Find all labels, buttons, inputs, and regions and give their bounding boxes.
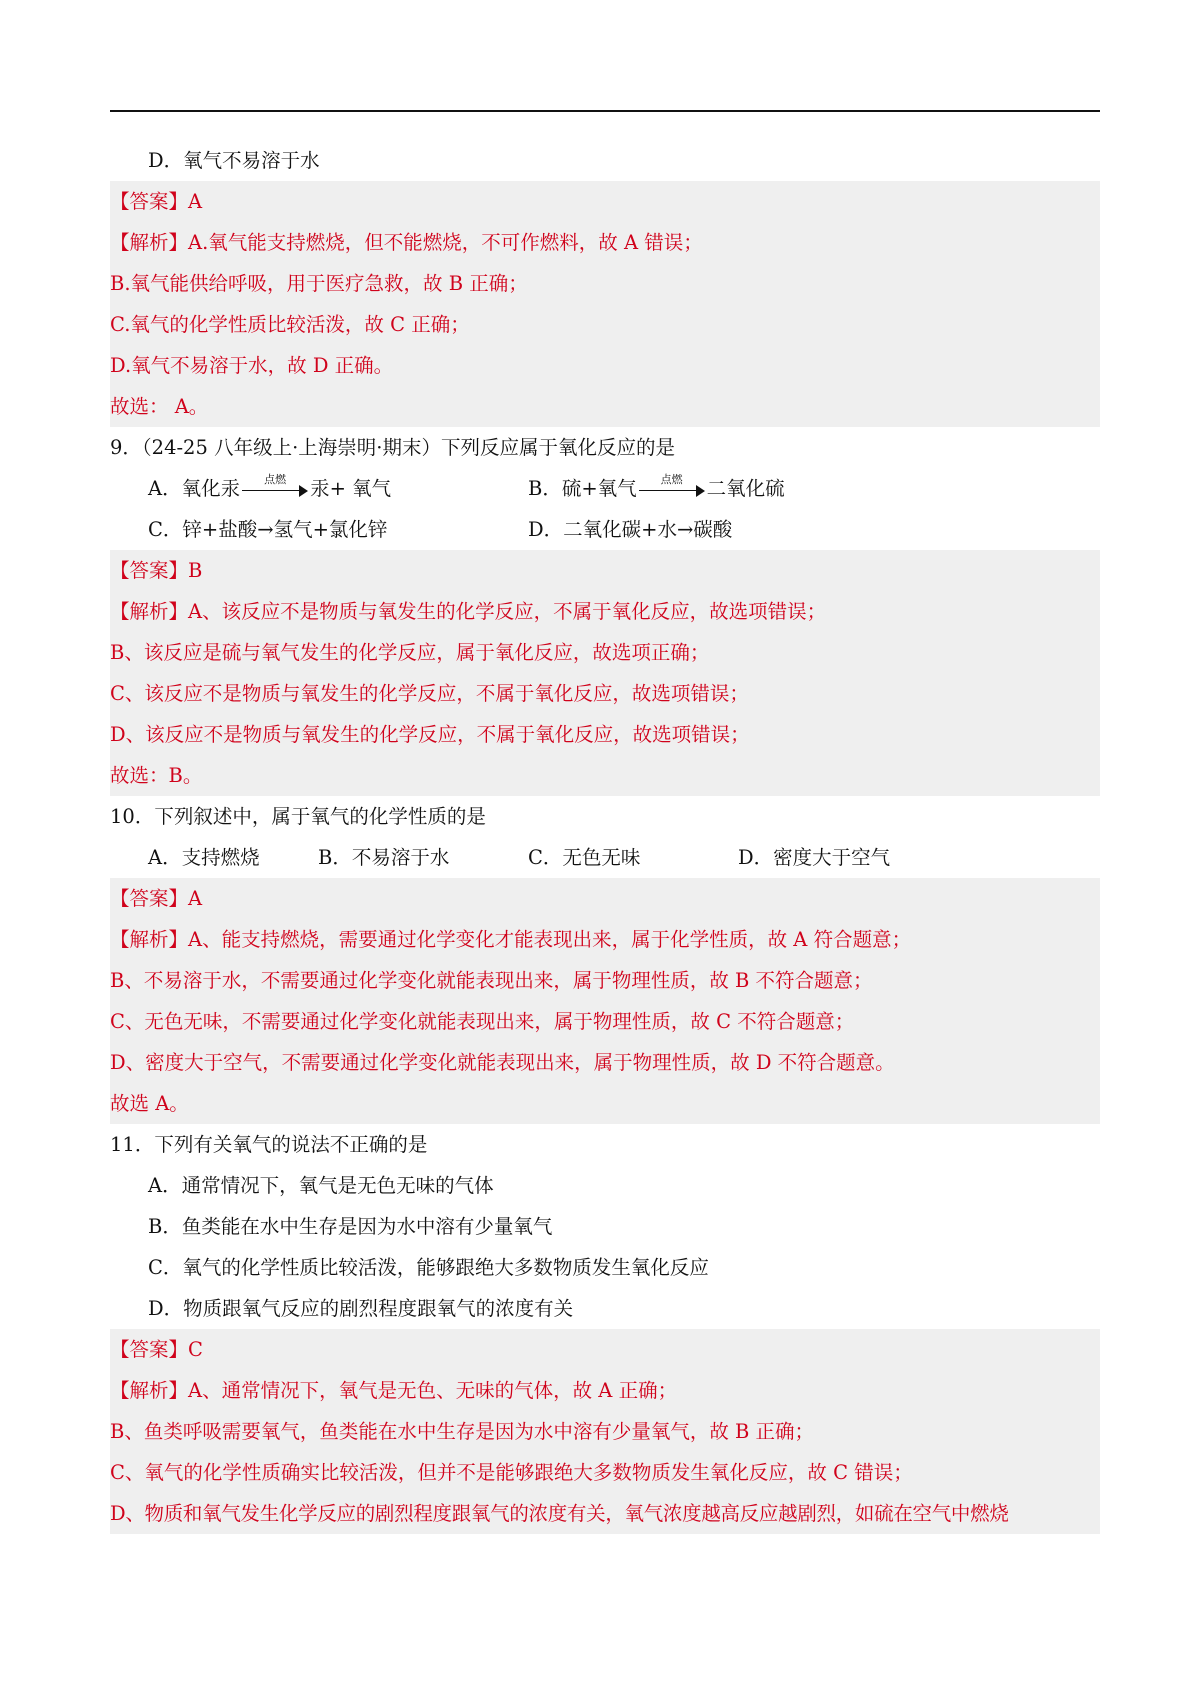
- answer-label: 【答案】: [110, 559, 189, 582]
- q10-answer-line: [110, 878, 1100, 919]
- answer-label: 【答案】: [110, 1338, 189, 1361]
- analysis-text: A、该反应不是物质与氧发生的化学反应，不属于氧化反应，故选项错误；: [188, 600, 827, 623]
- q9-conclusion: 故选：B。: [110, 764, 203, 787]
- q10-analysis-line: D、密度大于空气，不需要通过化学变化就能表现出来，属于物理性质，故 D 不符合题意。: [110, 1051, 895, 1074]
- q10-stem: 10．下列叙述中，属于氧气的化学性质的是: [110, 805, 486, 828]
- q9-analysis-line: D、该反应不是物质与氧发生的化学反应，不属于氧化反应，故选项错误；: [110, 723, 750, 746]
- arrow-condition: 点燃: [660, 472, 683, 486]
- q8-analysis-line: D.氧气不易溶于水，故 D 正确。: [110, 354, 394, 377]
- q11-analysis-line: C、氧气的化学性质确实比较活泼，但并不是能够跟绝大多数物质发生氧化反应，故 C 错误；: [110, 1461, 913, 1484]
- q8-analysis-line: [110, 222, 1100, 263]
- q11-option-d: D．物质跟氧气反应的剧烈程度跟氧气的浓度有关: [148, 1297, 574, 1320]
- q9-option-c: C．锌+盐酸→氢气+氯化锌: [148, 518, 388, 541]
- q8-conclusion: 故选： A。: [110, 395, 209, 418]
- q10-option-d: D．密度大于空气: [738, 846, 891, 869]
- answer-label: 【答案】: [110, 190, 189, 213]
- analysis-text: A.氧气能支持燃烧，但不能燃烧，不可作燃料，故 A 错误；: [188, 231, 703, 254]
- q9-answer-line: [110, 550, 1100, 591]
- q11-answer-block: [110, 1329, 1100, 1534]
- q11-option-b: B．鱼类能在水中生存是因为水中溶有少量氧气: [148, 1215, 553, 1238]
- analysis-text: A、通常情况下，氧气是无色、无味的气体，故 A 正确；: [188, 1379, 678, 1402]
- q9-options-row-2: [110, 509, 1100, 550]
- q11-stem: 11．下列有关氧气的说法不正确的是: [110, 1133, 428, 1156]
- reaction-arrow-icon: [639, 472, 705, 500]
- q8-analysis-line: C.氧气的化学性质比较活泼，故 C 正确；: [110, 313, 470, 336]
- document-page: [110, 140, 1100, 1534]
- q9-option-b-product: 二氧化硫: [706, 477, 785, 500]
- q10-answer-block: [110, 878, 1100, 1124]
- q11-option-a: A．通常情况下，氧气是无色无味的气体: [148, 1174, 494, 1197]
- q9-option-b: [528, 468, 785, 509]
- q10-option-b: B．不易溶于水: [318, 846, 450, 869]
- q9-option-d: D．二氧化碳+水→碳酸: [528, 518, 733, 541]
- answer-value: C: [188, 1338, 203, 1361]
- q10-analysis-line: C、无色无味，不需要通过化学变化就能表现出来，属于物理性质，故 C 不符合题意；: [110, 1010, 855, 1033]
- q11-option-c: C．氧气的化学性质比较活泼，能够跟绝大多数物质发生氧化反应: [148, 1256, 709, 1279]
- q9-option-b-reactant: B．硫+氧气: [528, 477, 637, 500]
- q9-option-a-reactant: A．氧化汞: [148, 477, 241, 500]
- q10-analysis-line: [110, 919, 1100, 960]
- arrow-condition: 点燃: [264, 472, 287, 486]
- q11-analysis-line: B、鱼类呼吸需要氧气，鱼类能在水中生存是因为水中溶有少量氧气，故 B 正确；: [110, 1420, 815, 1443]
- q11-analysis-line: D、物质和氧气发生化学反应的剧烈程度跟氧气的浓度有关，氧气浓度越高反应越剧烈，如硫在空气中燃烧: [110, 1502, 1009, 1525]
- q9-option-a: [148, 468, 528, 509]
- q9-analysis-line: C、该反应不是物质与氧发生的化学反应，不属于氧化反应，故选项错误；: [110, 682, 749, 705]
- q10-option-c: C．无色无味: [528, 846, 641, 869]
- answer-value: A: [188, 887, 203, 910]
- analysis-label: 【解析】: [110, 928, 189, 951]
- q9-options-row-1: [110, 468, 1100, 509]
- header-rule: [110, 110, 1100, 112]
- analysis-label: 【解析】: [110, 1379, 189, 1402]
- q11-analysis-line: [110, 1370, 1100, 1411]
- q9-analysis-line: B、该反应是硫与氧气发生的化学反应，属于氧化反应，故选项正确；: [110, 641, 710, 664]
- q9-answer-block: [110, 550, 1100, 796]
- q8-answer-block: [110, 181, 1100, 427]
- q8-analysis-line: B.氧气能供给呼吸，用于医疗急救，故 B 正确；: [110, 272, 528, 295]
- q9-analysis-line: [110, 591, 1100, 632]
- q9-option-a-product: 汞+ 氧气: [310, 477, 392, 500]
- analysis-label: 【解析】: [110, 231, 189, 254]
- reaction-arrow-icon: [242, 472, 308, 500]
- answer-value: A: [188, 190, 203, 213]
- q10-options-row: [110, 837, 1100, 878]
- q8-option-d: D．氧气不易溶于水: [148, 149, 320, 172]
- answer-label: 【答案】: [110, 887, 189, 910]
- q10-conclusion: 故选 A。: [110, 1092, 189, 1115]
- answer-value: B: [188, 559, 203, 582]
- analysis-label: 【解析】: [110, 600, 189, 623]
- analysis-text: A、能支持燃烧，需要通过化学变化才能表现出来，属于化学性质，故 A 符合题意；: [188, 928, 912, 951]
- q11-answer-line: [110, 1329, 1100, 1370]
- q9-stem: 9．（24-25 八年级上·上海崇明·期末）下列反应属于氧化反应的是: [110, 436, 675, 459]
- q10-analysis-line: B、不易溶于水，不需要通过化学变化就能表现出来，属于物理性质，故 B 不符合题意；: [110, 969, 873, 992]
- q10-option-a: A．支持燃烧: [148, 846, 260, 869]
- q8-answer-line: [110, 181, 1100, 222]
